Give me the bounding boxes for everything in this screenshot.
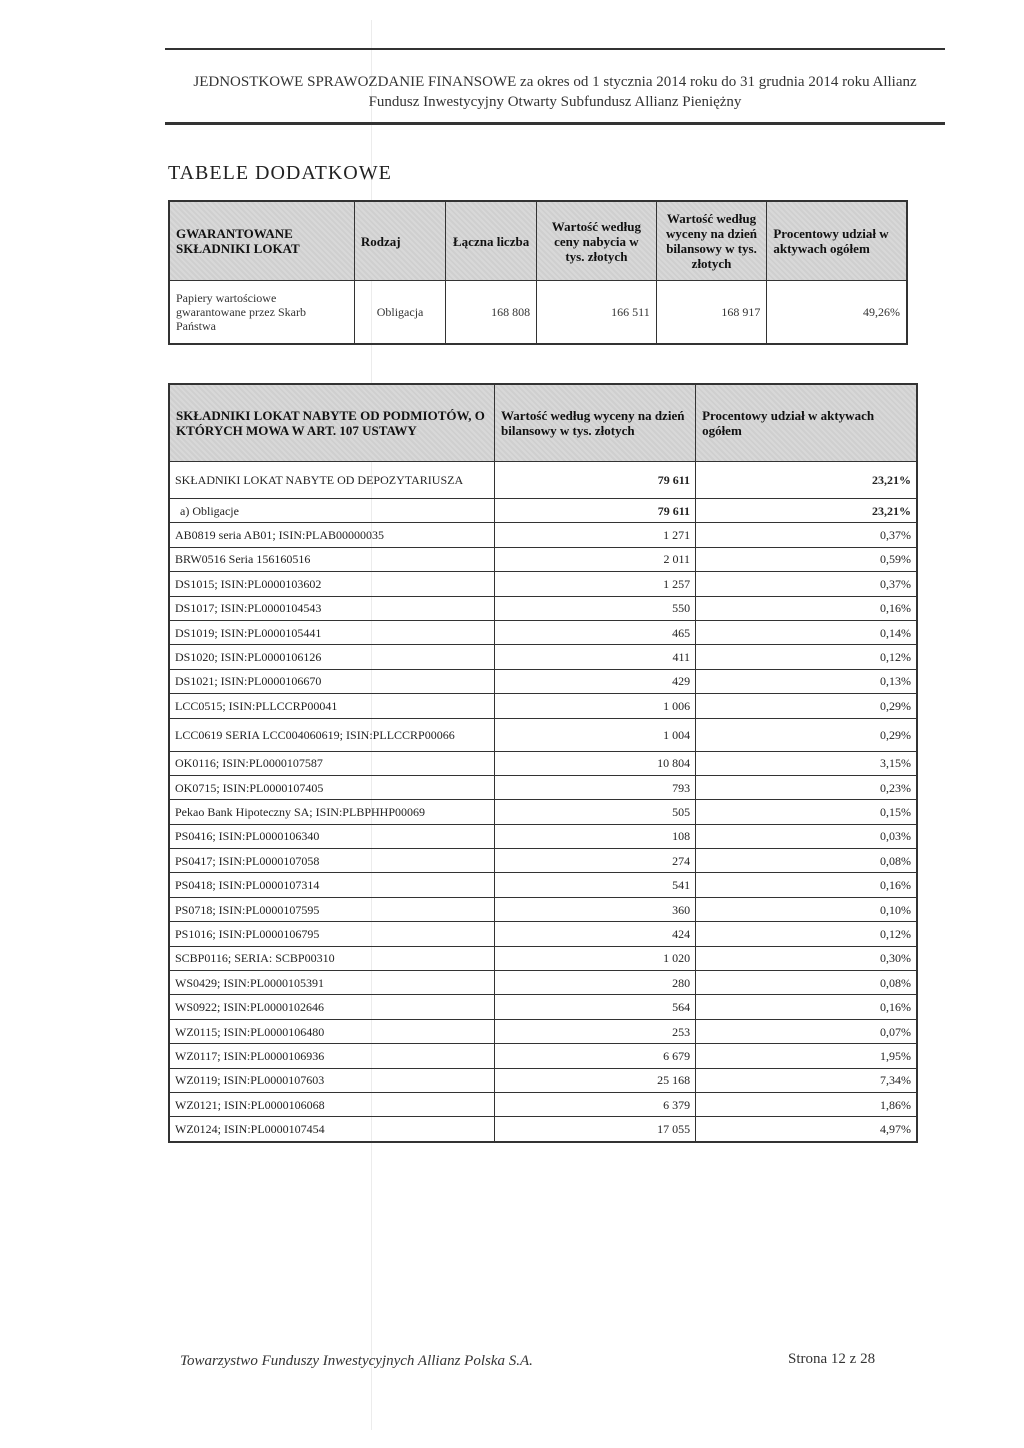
subgroup-value: 79 611: [495, 499, 696, 523]
security-value: 550: [495, 596, 696, 620]
table-row: [169, 897, 917, 921]
security-value: 465: [495, 620, 696, 644]
security-value: 17 055: [495, 1117, 696, 1142]
column-header: GWARANTOWANE SKŁADNIKI LOKAT: [169, 201, 354, 281]
security-value: 564: [495, 995, 696, 1019]
security-name: DS1015; ISIN:PL0000103602: [169, 572, 495, 596]
security-share: 0,30%: [696, 946, 917, 970]
table-row: [169, 281, 907, 345]
security-share: 3,15%: [696, 751, 917, 775]
table-row: [169, 751, 917, 775]
table-row: [169, 849, 917, 873]
security-share: 0,37%: [696, 523, 917, 547]
security-value: 1 020: [495, 946, 696, 970]
header-rule-bottom: [165, 122, 945, 125]
table-row: [169, 547, 917, 571]
subgroup-row: [169, 499, 917, 523]
column-header: Procentowy udział w aktywach ogółem: [767, 201, 907, 281]
table-row: [169, 946, 917, 970]
security-name: WS0429; ISIN:PL0000105391: [169, 971, 495, 995]
asset-type: Obligacja: [354, 281, 445, 345]
security-value: 6 679: [495, 1044, 696, 1068]
security-share: 0,14%: [696, 620, 917, 644]
group-value: 79 611: [495, 462, 696, 499]
security-value: 1 257: [495, 572, 696, 596]
security-share: 7,34%: [696, 1068, 917, 1092]
security-name: DS1017; ISIN:PL0000104543: [169, 596, 495, 620]
asset-share: 49,26%: [767, 281, 907, 345]
table-row: [169, 572, 917, 596]
security-share: 0,08%: [696, 849, 917, 873]
header-line-1: JEDNOSTKOWE SPRAWOZDANIE FINANSOWE za okres od 1 stycznia 2014 roku do 31 grudnia 2014 roku Allianz: [193, 74, 917, 90]
security-share: 0,16%: [696, 873, 917, 897]
security-name: OK0715; ISIN:PL0000107405: [169, 775, 495, 799]
table-row: [169, 800, 917, 824]
security-name: AB0819 seria AB01; ISIN:PLAB00000035: [169, 523, 495, 547]
security-name: DS1021; ISIN:PL0000106670: [169, 669, 495, 693]
purchase-value: 166 511: [537, 281, 657, 345]
security-value: 280: [495, 971, 696, 995]
header-line-2: Fundusz Inwestycyjny Otwarty Subfundusz Allianz Pieniężny: [368, 94, 742, 110]
security-share: 1,86%: [696, 1092, 917, 1116]
table-header-row: [169, 384, 917, 462]
table-row: [169, 824, 917, 848]
security-name: WZ0119; ISIN:PL0000107603: [169, 1068, 495, 1092]
table-header-row: [169, 201, 907, 281]
table-row: [169, 922, 917, 946]
security-value: 10 804: [495, 751, 696, 775]
table-row: [169, 1019, 917, 1043]
security-name: SCBP0116; SERIA: SCBP00310: [169, 946, 495, 970]
total-count: 168 808: [446, 281, 537, 345]
table-row: [169, 718, 917, 751]
column-header: Wartość według ceny nabycia w tys. złotych: [537, 201, 657, 281]
security-name: PS0418; ISIN:PL0000107314: [169, 873, 495, 897]
security-share: 0,29%: [696, 694, 917, 718]
security-name: BRW0516 Seria 156160516: [169, 547, 495, 571]
security-value: 505: [495, 800, 696, 824]
security-value: 411: [495, 645, 696, 669]
security-share: 0,10%: [696, 897, 917, 921]
group-label: SKŁADNIKI LOKAT NABYTE OD DEPOZYTARIUSZA: [169, 462, 495, 499]
security-share: 1,95%: [696, 1044, 917, 1068]
security-share: 0,16%: [696, 596, 917, 620]
security-name: WZ0121; ISIN:PL0000106068: [169, 1092, 495, 1116]
table-row: [169, 620, 917, 644]
security-share: 0,59%: [696, 547, 917, 571]
security-name: PS0417; ISIN:PL0000107058: [169, 849, 495, 873]
security-value: 1 004: [495, 718, 696, 751]
column-header: Procentowy udział w aktywach ogółem: [696, 384, 917, 462]
table-row: [169, 995, 917, 1019]
security-value: 1 271: [495, 523, 696, 547]
security-share: 0,16%: [696, 995, 917, 1019]
column-header: Łączna liczba: [446, 201, 537, 281]
header-rule-top: [165, 48, 945, 50]
security-name: OK0116; ISIN:PL0000107587: [169, 751, 495, 775]
security-value: 253: [495, 1019, 696, 1043]
security-name: PS0718; ISIN:PL0000107595: [169, 897, 495, 921]
table-row: [169, 1117, 917, 1142]
security-value: 274: [495, 849, 696, 873]
guaranteed-assets-table: [168, 200, 908, 345]
security-share: 0,03%: [696, 824, 917, 848]
table-row: [169, 645, 917, 669]
balance-value: 168 917: [656, 281, 767, 345]
security-value: 541: [495, 873, 696, 897]
security-name: LCC0619 SERIA LCC004060619; ISIN:PLLCCRP00066: [169, 718, 495, 751]
security-value: 6 379: [495, 1092, 696, 1116]
security-name: WZ0124; ISIN:PL0000107454: [169, 1117, 495, 1142]
security-name: PS1016; ISIN:PL0000106795: [169, 922, 495, 946]
security-share: 0,07%: [696, 1019, 917, 1043]
table-row: [169, 596, 917, 620]
security-name: PS0416; ISIN:PL0000106340: [169, 824, 495, 848]
security-share: 0,08%: [696, 971, 917, 995]
table-row: [169, 1044, 917, 1068]
column-header: SKŁADNIKI LOKAT NABYTE OD PODMIOTÓW, O KTÓRYCH MOWA W ART. 107 USTAWY: [169, 384, 495, 462]
table-row: [169, 1092, 917, 1116]
security-value: 1 006: [495, 694, 696, 718]
security-name: DS1019; ISIN:PL0000105441: [169, 620, 495, 644]
security-share: 4,97%: [696, 1117, 917, 1142]
table-row: [169, 523, 917, 547]
subgroup-label: a) Obligacje: [169, 499, 495, 523]
security-value: 2 011: [495, 547, 696, 571]
table-row: [169, 1068, 917, 1092]
security-share: 0,12%: [696, 645, 917, 669]
security-value: 424: [495, 922, 696, 946]
security-value: 108: [495, 824, 696, 848]
asset-name: Papiery wartościowe gwarantowane przez Skarb Państwa: [169, 281, 354, 345]
security-value: 360: [495, 897, 696, 921]
table-row: [169, 971, 917, 995]
security-value: 25 168: [495, 1068, 696, 1092]
column-header: Rodzaj: [354, 201, 445, 281]
column-header: Wartość według wyceny na dzień bilansowy w tys. złotych: [495, 384, 696, 462]
security-name: Pekao Bank Hipoteczny SA; ISIN:PLBPHHP00069: [169, 800, 495, 824]
footer-company: Towarzystwo Funduszy Inwestycyjnych Allianz Polska S.A.: [180, 1353, 533, 1369]
security-name: LCC0515; ISIN:PLLCCRP00041: [169, 694, 495, 718]
security-name: WZ0115; ISIN:PL0000106480: [169, 1019, 495, 1043]
security-name: WS0922; ISIN:PL0000102646: [169, 995, 495, 1019]
security-share: 0,29%: [696, 718, 917, 751]
security-name: WZ0117; ISIN:PL0000106936: [169, 1044, 495, 1068]
security-share: 0,13%: [696, 669, 917, 693]
table-row: [169, 873, 917, 897]
table-row: [169, 775, 917, 799]
table-row: [169, 694, 917, 718]
security-value: 793: [495, 775, 696, 799]
column-header: Wartość według wyceny na dzień bilansowy w tys. złotych: [656, 201, 767, 281]
security-share: 0,12%: [696, 922, 917, 946]
footer-page-number: Strona 12 z 28: [788, 1351, 876, 1367]
security-share: 0,37%: [696, 572, 917, 596]
security-share: 0,15%: [696, 800, 917, 824]
table-row: [169, 669, 917, 693]
group-share: 23,21%: [696, 462, 917, 499]
section-title: TABELE DODATKOWE: [168, 162, 392, 184]
security-value: 429: [495, 669, 696, 693]
group-row: [169, 462, 917, 499]
security-share: 0,23%: [696, 775, 917, 799]
security-name: DS1020; ISIN:PL0000106126: [169, 645, 495, 669]
depositary-assets-table: [168, 383, 918, 1143]
subgroup-share: 23,21%: [696, 499, 917, 523]
